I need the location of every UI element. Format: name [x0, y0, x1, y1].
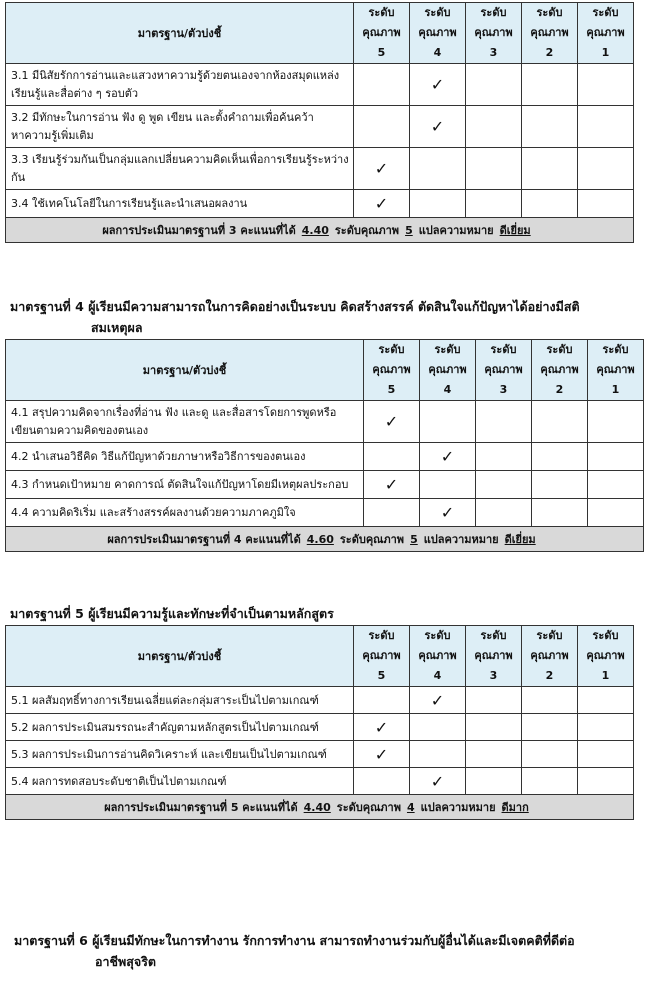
level-5-cell	[354, 64, 410, 106]
check-mark-icon: ✓	[374, 194, 389, 213]
level-1-cell	[578, 190, 634, 218]
criterion-text: 4.2 นำเสนอวิธีคิด วิธีแก้ปัญหาด้วยภาษาหรือวิธีการของตนเอง	[6, 443, 364, 471]
summary-score: 4.40	[301, 224, 329, 237]
criteria-header: มาตรฐาน/ตัวบ่งชี้	[6, 340, 364, 401]
level-3-cell	[466, 64, 522, 106]
level-4-cell	[410, 148, 466, 190]
criterion-text: 4.1 สรุปความคิดจากเรื่องที่อ่าน ฟัง และดู และสื่อสารโดยการพูดหรือเขียนตามความคิดของตนเอง	[6, 401, 364, 443]
level-2-cell	[522, 148, 578, 190]
level-4-cell	[410, 687, 466, 714]
level-1-cell	[578, 148, 634, 190]
criterion-text: 4.4 ความคิดริเริ่ม และสร้างสรรค์ผลงานด้วยความภาคภูมิใจ	[6, 499, 364, 527]
level-1-cell	[588, 499, 644, 527]
level-2-cell	[532, 401, 588, 443]
table-row	[6, 471, 644, 499]
standard-6-heading: มาตรฐานที่ 6 ผู้เรียนมีทักษะในการทำงาน รักการทำงาน สามารถทำงานร่วมกับผู้อื่นได้และมีเจตคติที่ดีต่อ อาชีพสุจริต	[14, 933, 575, 969]
level-1-cell	[578, 687, 634, 714]
level-3-cell	[466, 768, 522, 795]
criterion-text: 5.2 ผลการประเมินสมรรถนะสำคัญตามหลักสูตรเป็นไปตามเกณฑ์	[6, 714, 354, 741]
level-3-cell	[476, 471, 532, 499]
level-5-cell	[354, 106, 410, 148]
summary-row: ผลการประเมินมาตรฐานที่ 4 คะแนนที่ได้ 4.60 ระดับคุณภาพ 5 แปลความหมาย ดีเยี่ยม	[6, 527, 644, 552]
table-row	[6, 714, 634, 741]
summary-row: ผลการประเมินมาตรฐานที่ 5 คะแนนที่ได้ 4.40 ระดับคุณภาพ 4 แปลความหมาย ดีมาก	[6, 795, 634, 820]
criterion-text: 4.3 กำหนดเป้าหมาย คาดการณ์ ตัดสินใจแก้ปัญหาโดยมีเหตุผลประกอบ	[6, 471, 364, 499]
standard-5-heading: มาตรฐานที่ 5 ผู้เรียนมีความรู้และทักษะที่จำเป็นตามหลักสูตร	[10, 606, 334, 621]
level-1-cell	[588, 401, 644, 443]
table-row	[6, 190, 634, 218]
level-4-cell	[410, 106, 466, 148]
level-5-cell	[364, 499, 420, 527]
standard-4-heading: มาตรฐานที่ 4 ผู้เรียนมีความสามารถในการคิดอย่างเป็นระบบ คิดสร้างสรรค์ ตัดสินใจแก้ปัญหาได้อย่างมีสติ สมเหตุผล	[10, 299, 580, 335]
level-3-cell	[466, 714, 522, 741]
level-5-cell	[354, 190, 410, 218]
level-4-cell	[410, 714, 466, 741]
check-mark-icon: ✓	[384, 475, 399, 494]
check-mark-icon: ✓	[430, 75, 445, 94]
level-3-cell	[466, 106, 522, 148]
level-3-cell	[476, 499, 532, 527]
level-4-cell	[410, 190, 466, 218]
level-3-header: ระดับ คุณภาพ 3	[466, 3, 522, 64]
table-row	[6, 401, 644, 443]
summary-score: 4.40	[303, 801, 331, 814]
criterion-text: 3.3 เรียนรู้ร่วมกันเป็นกลุ่มแลกเปลี่ยนความคิดเห็นเพื่อการเรียนรู้ระหว่างกัน	[6, 148, 354, 190]
level-5-cell	[364, 471, 420, 499]
level-2-cell	[532, 443, 588, 471]
table-row	[6, 687, 634, 714]
level-3-cell	[466, 190, 522, 218]
summary-row: ผลการประเมินมาตรฐานที่ 3 คะแนนที่ได้ 4.40 ระดับคุณภาพ 5 แปลความหมาย ดีเยี่ยม	[6, 218, 634, 243]
level-4-cell	[410, 741, 466, 768]
level-2-cell	[522, 714, 578, 741]
summary-level: 4	[406, 801, 415, 814]
table-row	[6, 106, 634, 148]
table-row	[6, 499, 644, 527]
level-3-cell	[476, 443, 532, 471]
standard-5-table	[5, 625, 634, 820]
level-3-cell	[466, 148, 522, 190]
check-mark-icon: ✓	[374, 744, 389, 764]
level-4-cell	[410, 768, 466, 795]
level-5-cell	[354, 714, 410, 741]
table-row	[6, 148, 634, 190]
summary-level: 5	[405, 224, 413, 237]
level-2-header: ระดับ คุณภาพ 2	[532, 340, 588, 401]
level-5-cell	[354, 687, 410, 714]
level-3-cell	[476, 401, 532, 443]
criterion-text: 3.1 มีนิสัยรักการอ่านและแสวงหาความรู้ด้วยตนเองจากห้องสมุดแหล่งเรียนรู้และสื่อต่าง ๆ รอบตัว	[6, 64, 354, 106]
criteria-header: มาตรฐาน/ตัวบ่งชี้	[6, 626, 354, 687]
check-mark-icon: ✓	[430, 771, 445, 791]
criterion-text: 3.4 ใช้เทคโนโลยีในการเรียนรู้และนำเสนอผลงาน	[6, 190, 354, 218]
table-row	[6, 741, 634, 768]
level-1-header: ระดับ คุณภาพ 1	[578, 3, 634, 64]
level-4-header: ระดับ คุณภาพ 4	[410, 626, 466, 687]
check-mark-icon: ✓	[384, 412, 399, 431]
level-5-cell	[354, 768, 410, 795]
level-1-cell	[578, 768, 634, 795]
check-mark-icon: ✓	[374, 159, 389, 178]
level-1-header: ระดับ คุณภาพ 1	[578, 626, 634, 687]
level-1-cell	[578, 714, 634, 741]
check-mark-icon: ✓	[430, 690, 445, 710]
level-5-header: ระดับ คุณภาพ 5	[364, 340, 420, 401]
level-2-header: ระดับ คุณภาพ 2	[522, 3, 578, 64]
table-row	[6, 443, 644, 471]
level-2-cell	[522, 64, 578, 106]
check-mark-icon: ✓	[440, 447, 455, 466]
level-2-cell	[532, 471, 588, 499]
level-1-cell	[588, 443, 644, 471]
level-2-header: ระดับ คุณภาพ 2	[522, 626, 578, 687]
level-4-cell	[420, 401, 476, 443]
criterion-text: 3.2 มีทักษะในการอ่าน ฟัง ดู พูด เขียน และตั้งคำถามเพื่อค้นคว้าหาความรู้เพิ่มเติม	[6, 106, 354, 148]
level-5-cell	[354, 148, 410, 190]
table-row	[6, 64, 634, 106]
level-1-cell	[578, 106, 634, 148]
level-3-header: ระดับ คุณภาพ 3	[476, 340, 532, 401]
standard-3-table	[5, 2, 634, 243]
level-4-header: ระดับ คุณภาพ 4	[420, 340, 476, 401]
check-mark-icon: ✓	[374, 717, 389, 737]
level-5-cell	[354, 741, 410, 768]
summary-meaning: ดีเยี่ยม	[499, 224, 531, 237]
level-5-cell	[364, 401, 420, 443]
summary-score: 4.60	[306, 533, 334, 546]
level-3-cell	[466, 687, 522, 714]
level-3-header: ระดับ คุณภาพ 3	[466, 626, 522, 687]
criteria-header: มาตรฐาน/ตัวบ่งชี้	[6, 3, 354, 64]
level-2-cell	[522, 190, 578, 218]
level-4-cell	[420, 471, 476, 499]
criterion-text: 5.1 ผลสัมฤทธิ์ทางการเรียนเฉลี่ยแต่ละกลุ่มสาระเป็นไปตามเกณฑ์	[6, 687, 354, 714]
level-4-cell	[420, 443, 476, 471]
level-5-cell	[364, 443, 420, 471]
standard-4-table	[5, 339, 644, 552]
criterion-text: 5.4 ผลการทดสอบระดับชาติเป็นไปตามเกณฑ์	[6, 768, 354, 795]
level-1-cell	[578, 64, 634, 106]
check-mark-icon: ✓	[440, 503, 455, 522]
level-2-cell	[522, 106, 578, 148]
level-3-cell	[466, 741, 522, 768]
level-2-cell	[532, 499, 588, 527]
summary-meaning: ดีเยี่ยม	[504, 533, 536, 546]
level-1-header: ระดับ คุณภาพ 1	[588, 340, 644, 401]
level-1-cell	[578, 741, 634, 768]
level-4-cell	[410, 64, 466, 106]
level-1-cell	[588, 471, 644, 499]
level-5-header: ระดับ คุณภาพ 5	[354, 626, 410, 687]
level-4-cell	[420, 499, 476, 527]
check-mark-icon: ✓	[430, 117, 445, 136]
criterion-text: 5.3 ผลการประเมินการอ่านคิดวิเคราะห์ และเขียนเป็นไปตามเกณฑ์	[6, 741, 354, 768]
level-4-header: ระดับ คุณภาพ 4	[410, 3, 466, 64]
level-5-header: ระดับ คุณภาพ 5	[354, 3, 410, 64]
level-2-cell	[522, 687, 578, 714]
level-2-cell	[522, 768, 578, 795]
level-2-cell	[522, 741, 578, 768]
summary-meaning: ดีมาก	[501, 801, 529, 814]
summary-level: 5	[410, 533, 418, 546]
table-row	[6, 768, 634, 795]
